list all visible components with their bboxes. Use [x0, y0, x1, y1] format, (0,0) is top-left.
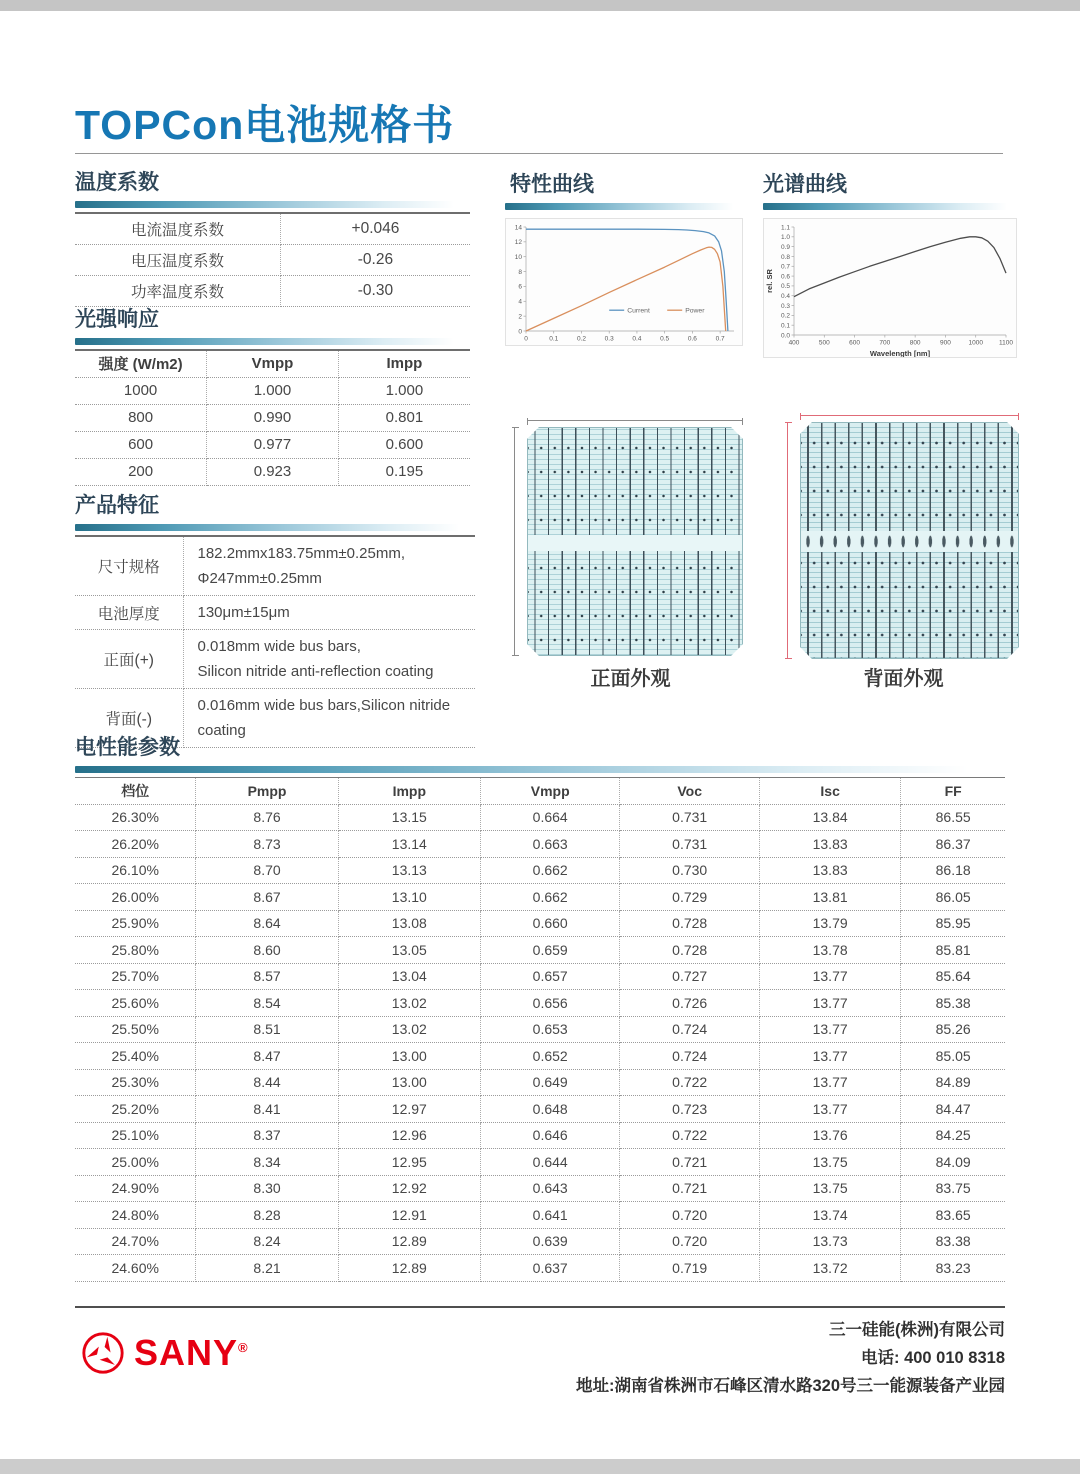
svg-text:0.3: 0.3 — [780, 302, 790, 310]
table-cell: 0.659 — [480, 937, 620, 964]
svg-text:Wavelength [nm]: Wavelength [nm] — [869, 349, 931, 358]
table-cell: 26.00% — [75, 884, 196, 911]
feature-value: 0.016mm wide bus bars,Silicon nitride coating — [183, 689, 475, 748]
svg-text:0.3: 0.3 — [604, 335, 614, 343]
svg-text:Power: Power — [685, 307, 705, 315]
section-electrical-parameters — [75, 731, 1005, 1282]
table-cell: 83.65 — [901, 1202, 1005, 1229]
table-cell: Vmpp — [207, 350, 339, 377]
company-name: 三一硅能(株洲)有限公司 — [829, 1321, 1005, 1339]
section-product-features — [75, 489, 475, 748]
table-cell: 0.728 — [620, 937, 760, 964]
table-cell: 0.600 — [338, 431, 470, 458]
table-row — [75, 857, 1005, 884]
svg-text:0: 0 — [518, 328, 522, 336]
feature-value: 0.018mm wide bus bars, Silicon nitride anti-reflection coating — [183, 630, 475, 689]
svg-text:10: 10 — [514, 254, 522, 262]
table-cell: 85.81 — [901, 937, 1005, 964]
svg-text:rel. SR: rel. SR — [765, 269, 774, 293]
table-cell: 13.77 — [759, 990, 900, 1017]
table-cell: 86.05 — [901, 884, 1005, 911]
table-cell: 24.80% — [75, 1202, 196, 1229]
table-cell: 86.37 — [901, 831, 1005, 858]
table-cell: Vmpp — [480, 778, 620, 805]
table-cell: 0.731 — [620, 804, 760, 831]
svg-text:12: 12 — [514, 239, 522, 247]
svg-text:2: 2 — [518, 313, 522, 321]
back-cell-face — [800, 422, 1019, 659]
product-features-title: 产品特征 — [75, 494, 159, 517]
table-cell: 1000 — [75, 377, 207, 404]
section-underline — [75, 766, 1005, 773]
table-cell: 档位 — [75, 778, 196, 805]
svg-text:0.4: 0.4 — [780, 293, 790, 301]
table-cell: 84.89 — [901, 1069, 1005, 1096]
company-info — [576, 1316, 1005, 1400]
table-cell: 13.02 — [338, 990, 480, 1017]
table-cell: 26.10% — [75, 857, 196, 884]
table-cell: 25.10% — [75, 1122, 196, 1149]
table-cell: Impp — [338, 778, 480, 805]
table-cell: 85.95 — [901, 910, 1005, 937]
svg-text:0.6: 0.6 — [780, 273, 790, 281]
title-divider — [75, 153, 1003, 154]
table-cell: 12.92 — [338, 1175, 480, 1202]
iv-curve-title: 特性曲线 — [510, 173, 594, 196]
section-light-intensity-response — [75, 303, 470, 486]
table-cell: 13.79 — [759, 910, 900, 937]
table-cell: FF — [901, 778, 1005, 805]
table-row — [75, 937, 1005, 964]
svg-text:0.0: 0.0 — [780, 332, 790, 340]
feature-label: 背面(-) — [75, 689, 183, 748]
table-cell: 86.18 — [901, 857, 1005, 884]
height-dimension-line — [787, 422, 788, 659]
table-cell: 0.720 — [620, 1228, 760, 1255]
table-cell: 0.723 — [620, 1096, 760, 1123]
table-row — [75, 804, 1005, 831]
table-cell: 0.730 — [620, 857, 760, 884]
table-cell: 85.38 — [901, 990, 1005, 1017]
table-cell: 0.801 — [338, 404, 470, 431]
table-cell: 8.70 — [196, 857, 338, 884]
svg-text:0: 0 — [524, 335, 528, 343]
table-cell: 25.90% — [75, 910, 196, 937]
table-cell: 13.72 — [759, 1255, 900, 1282]
iv-curve-chart — [505, 218, 743, 346]
svg-text:800: 800 — [909, 339, 921, 347]
table-cell: 86.55 — [901, 804, 1005, 831]
table-cell: 13.77 — [759, 1069, 900, 1096]
table-row — [75, 910, 1005, 937]
table-cell: 0.644 — [480, 1149, 620, 1176]
table-cell: 0.724 — [620, 1016, 760, 1043]
photo-edge-bottom — [0, 1459, 1080, 1474]
photo-edge-top — [0, 0, 1080, 11]
table-cell: 13.15 — [338, 804, 480, 831]
table-cell: 83.38 — [901, 1228, 1005, 1255]
temperature-coefficients-table — [75, 212, 470, 307]
product-features-table — [75, 535, 475, 748]
table-cell: 8.54 — [196, 990, 338, 1017]
table-cell: 8.67 — [196, 884, 338, 911]
table-cell: 85.64 — [901, 963, 1005, 990]
svg-text:0.1: 0.1 — [780, 322, 790, 330]
table-cell: 0.660 — [480, 910, 620, 937]
table-row — [75, 1149, 1005, 1176]
svg-text:1000: 1000 — [968, 339, 983, 347]
table-cell: 0.727 — [620, 963, 760, 990]
table-cell: 8.60 — [196, 937, 338, 964]
table-row — [75, 404, 470, 431]
table-cell: 85.26 — [901, 1016, 1005, 1043]
feature-row — [75, 596, 475, 630]
table-cell: 8.76 — [196, 804, 338, 831]
table-row — [75, 1069, 1005, 1096]
temperature-coefficients-title: 温度系数 — [75, 171, 159, 194]
table-cell: 0.721 — [620, 1175, 760, 1202]
table-cell: 强度 (W/m2) — [75, 350, 207, 377]
feature-value: 130μm±15μm — [183, 596, 475, 630]
table-row — [75, 884, 1005, 911]
table-cell: 0.662 — [480, 857, 620, 884]
svg-text:0.4: 0.4 — [632, 335, 642, 343]
table-cell: 0.990 — [207, 404, 339, 431]
table-cell: 13.77 — [759, 1016, 900, 1043]
svg-text:0.2: 0.2 — [576, 335, 586, 343]
table-cell: 13.00 — [338, 1043, 480, 1070]
table-header-row — [75, 350, 470, 377]
busbar-mid-gap — [528, 535, 742, 551]
table-row — [75, 1175, 1005, 1202]
table-cell: 0.195 — [338, 458, 470, 485]
table-cell: 0.722 — [620, 1069, 760, 1096]
svg-text:0.1: 0.1 — [549, 335, 559, 343]
table-cell: 12.91 — [338, 1202, 480, 1229]
table-cell: 0.649 — [480, 1069, 620, 1096]
front-view-caption: 正面外观 — [590, 668, 671, 690]
table-cell: 83.23 — [901, 1255, 1005, 1282]
table-cell: 13.77 — [759, 1096, 900, 1123]
svg-text:0.7: 0.7 — [780, 263, 790, 271]
table-cell: 13.75 — [759, 1149, 900, 1176]
svg-text:0.7: 0.7 — [715, 335, 725, 343]
light-response-title: 光强响应 — [75, 308, 159, 331]
table-cell: 26.30% — [75, 804, 196, 831]
table-cell: +0.046 — [280, 213, 470, 244]
table-cell: 25.40% — [75, 1043, 196, 1070]
table-row — [75, 275, 470, 306]
table-cell: 13.08 — [338, 910, 480, 937]
page-title: TOPCon电池规格书 — [75, 102, 455, 148]
table-cell: 0.923 — [207, 458, 339, 485]
table-cell: 13.13 — [338, 857, 480, 884]
width-dimension-line — [527, 420, 743, 421]
table-cell: 8.34 — [196, 1149, 338, 1176]
feature-label: 尺寸规格 — [75, 536, 183, 596]
table-cell: 12.97 — [338, 1096, 480, 1123]
table-cell: 13.75 — [759, 1175, 900, 1202]
spectral-curve-title: 光谱曲线 — [763, 173, 847, 196]
brand-name: SANY® — [134, 1332, 249, 1373]
svg-text:1.1: 1.1 — [780, 224, 790, 232]
table-cell: 0.653 — [480, 1016, 620, 1043]
back-cell-drawing — [787, 415, 1020, 661]
svg-text:1100: 1100 — [999, 339, 1013, 347]
table-cell: 0.652 — [480, 1043, 620, 1070]
table-row — [75, 1122, 1005, 1149]
table-row — [75, 1043, 1005, 1070]
table-cell: 84.25 — [901, 1122, 1005, 1149]
table-row — [75, 213, 470, 244]
table-cell: 12.89 — [338, 1255, 480, 1282]
table-header-row — [75, 778, 1005, 805]
table-cell: 0.662 — [480, 884, 620, 911]
svg-text:1.0: 1.0 — [780, 234, 790, 242]
section-underline — [75, 338, 470, 345]
table-cell: 13.14 — [338, 831, 480, 858]
svg-text:0.9: 0.9 — [780, 243, 790, 251]
height-dimension-line — [514, 427, 515, 656]
section-underline — [75, 201, 470, 208]
table-cell: 25.80% — [75, 937, 196, 964]
table-cell: 24.60% — [75, 1255, 196, 1282]
table-cell: 0.731 — [620, 831, 760, 858]
table-cell: 8.37 — [196, 1122, 338, 1149]
table-cell: 8.44 — [196, 1069, 338, 1096]
table-cell: -0.30 — [280, 275, 470, 306]
table-cell: 0.656 — [480, 990, 620, 1017]
table-cell: Impp — [338, 350, 470, 377]
feature-value: 182.2mmx183.75mm±0.25mm, Φ247mm±0.25mm — [183, 536, 475, 596]
table-cell: 0.643 — [480, 1175, 620, 1202]
table-cell: 13.84 — [759, 804, 900, 831]
table-cell: 25.00% — [75, 1149, 196, 1176]
table-row — [75, 963, 1005, 990]
svg-text:0.5: 0.5 — [660, 335, 670, 343]
table-cell: 8.51 — [196, 1016, 338, 1043]
svg-text:700: 700 — [879, 339, 891, 347]
table-cell: 25.20% — [75, 1096, 196, 1123]
svg-text:4: 4 — [518, 298, 522, 306]
width-dimension-line — [800, 415, 1019, 416]
table-cell: 0.721 — [620, 1149, 760, 1176]
table-cell: 0.728 — [620, 910, 760, 937]
svg-text:0.2: 0.2 — [780, 312, 790, 320]
table-row — [75, 377, 470, 404]
feature-label: 电池厚度 — [75, 596, 183, 630]
table-cell: 13.04 — [338, 963, 480, 990]
feature-row — [75, 630, 475, 689]
table-cell: 8.73 — [196, 831, 338, 858]
table-cell: Isc — [759, 778, 900, 805]
table-row — [75, 990, 1005, 1017]
feature-row — [75, 536, 475, 596]
trademark-symbol: ® — [238, 1340, 249, 1355]
svg-text:8: 8 — [518, 268, 522, 276]
table-cell: 功率温度系数 — [75, 275, 280, 306]
svg-text:0.6: 0.6 — [687, 335, 697, 343]
electrical-parameters-table — [75, 777, 1005, 1282]
table-cell: 12.96 — [338, 1122, 480, 1149]
table-cell: 0.646 — [480, 1122, 620, 1149]
table-cell: 83.75 — [901, 1175, 1005, 1202]
table-cell: 0.664 — [480, 804, 620, 831]
table-cell: 13.05 — [338, 937, 480, 964]
table-cell: 24.70% — [75, 1228, 196, 1255]
electrical-parameters-title: 电性能参数 — [75, 736, 180, 759]
table-cell: 8.28 — [196, 1202, 338, 1229]
table-cell: 8.57 — [196, 963, 338, 990]
table-cell: 电压温度系数 — [75, 244, 280, 275]
feature-label: 正面(+) — [75, 630, 183, 689]
table-row — [75, 244, 470, 275]
table-row — [75, 1016, 1005, 1043]
table-cell: 13.77 — [759, 963, 900, 990]
section-underline — [505, 203, 743, 210]
table-cell: 0.663 — [480, 831, 620, 858]
table-cell: 12.95 — [338, 1149, 480, 1176]
table-row — [75, 831, 1005, 858]
table-cell: 84.47 — [901, 1096, 1005, 1123]
table-row — [75, 1096, 1005, 1123]
front-cell-drawing — [514, 420, 744, 658]
table-cell: 0.722 — [620, 1122, 760, 1149]
svg-text:14: 14 — [514, 224, 522, 232]
table-cell: 0.648 — [480, 1096, 620, 1123]
company-phone: 电话: 400 010 8318 — [860, 1349, 1005, 1367]
table-cell: 12.89 — [338, 1228, 480, 1255]
table-cell: 电流温度系数 — [75, 213, 280, 244]
section-iv-characteristic-curve — [505, 168, 743, 346]
table-cell: 8.41 — [196, 1096, 338, 1123]
table-cell: 13.77 — [759, 1043, 900, 1070]
table-cell: 0.719 — [620, 1255, 760, 1282]
table-cell: Voc — [620, 778, 760, 805]
table-cell: 13.83 — [759, 831, 900, 858]
table-cell: 0.641 — [480, 1202, 620, 1229]
section-underline — [75, 524, 475, 531]
svg-text:0.8: 0.8 — [780, 253, 790, 261]
table-cell: 25.70% — [75, 963, 196, 990]
svg-text:6: 6 — [518, 283, 522, 291]
table-row — [75, 1202, 1005, 1229]
svg-text:600: 600 — [849, 339, 861, 347]
sany-logo — [80, 1330, 249, 1376]
table-cell: 0.977 — [207, 431, 339, 458]
table-cell: 0.724 — [620, 1043, 760, 1070]
table-row — [75, 431, 470, 458]
svg-text:900: 900 — [939, 339, 951, 347]
table-cell: 13.74 — [759, 1202, 900, 1229]
table-cell: 13.76 — [759, 1122, 900, 1149]
front-cell-face — [527, 427, 743, 656]
table-cell: 600 — [75, 431, 207, 458]
table-cell: 200 — [75, 458, 207, 485]
table-cell: 13.02 — [338, 1016, 480, 1043]
table-cell: 0.726 — [620, 990, 760, 1017]
table-cell: -0.26 — [280, 244, 470, 275]
table-cell: 0.637 — [480, 1255, 620, 1282]
table-cell: 8.24 — [196, 1228, 338, 1255]
table-cell: 8.47 — [196, 1043, 338, 1070]
table-cell: 13.10 — [338, 884, 480, 911]
table-cell: Pmpp — [196, 778, 338, 805]
light-response-table — [75, 349, 470, 486]
busbar-pad-band — [801, 531, 1018, 552]
table-row — [75, 1255, 1005, 1282]
table-cell: 25.50% — [75, 1016, 196, 1043]
table-cell: 25.60% — [75, 990, 196, 1017]
sany-logo-icon — [80, 1330, 126, 1376]
section-underline — [763, 203, 1017, 210]
table-cell: 13.78 — [759, 937, 900, 964]
table-cell: 26.20% — [75, 831, 196, 858]
table-cell: 0.720 — [620, 1202, 760, 1229]
table-cell: 13.83 — [759, 857, 900, 884]
footer-divider — [75, 1306, 1005, 1308]
company-address: 地址:湖南省株洲市石峰区清水路320号三一能源装备产业园 — [575, 1377, 1005, 1395]
spectral-curve-chart — [763, 218, 1017, 358]
section-temperature-coefficients — [75, 166, 470, 307]
section-spectral-curve — [763, 168, 1017, 358]
back-view-caption: 背面外观 — [863, 668, 944, 690]
svg-text:Current: Current — [627, 307, 650, 315]
svg-text:400: 400 — [788, 339, 800, 347]
table-cell: 13.81 — [759, 884, 900, 911]
table-cell: 0.639 — [480, 1228, 620, 1255]
table-cell: 8.30 — [196, 1175, 338, 1202]
table-cell: 13.00 — [338, 1069, 480, 1096]
table-row — [75, 1228, 1005, 1255]
table-cell: 24.90% — [75, 1175, 196, 1202]
table-cell: 13.73 — [759, 1228, 900, 1255]
table-cell: 8.64 — [196, 910, 338, 937]
svg-text:500: 500 — [818, 339, 830, 347]
table-cell: 25.30% — [75, 1069, 196, 1096]
table-cell: 85.05 — [901, 1043, 1005, 1070]
table-cell: 0.729 — [620, 884, 760, 911]
table-cell: 0.657 — [480, 963, 620, 990]
svg-text:0.5: 0.5 — [780, 283, 790, 291]
table-cell: 84.09 — [901, 1149, 1005, 1176]
table-cell: 1.000 — [338, 377, 470, 404]
table-row — [75, 458, 470, 485]
table-cell: 1.000 — [207, 377, 339, 404]
table-cell: 8.21 — [196, 1255, 338, 1282]
table-cell: 800 — [75, 404, 207, 431]
